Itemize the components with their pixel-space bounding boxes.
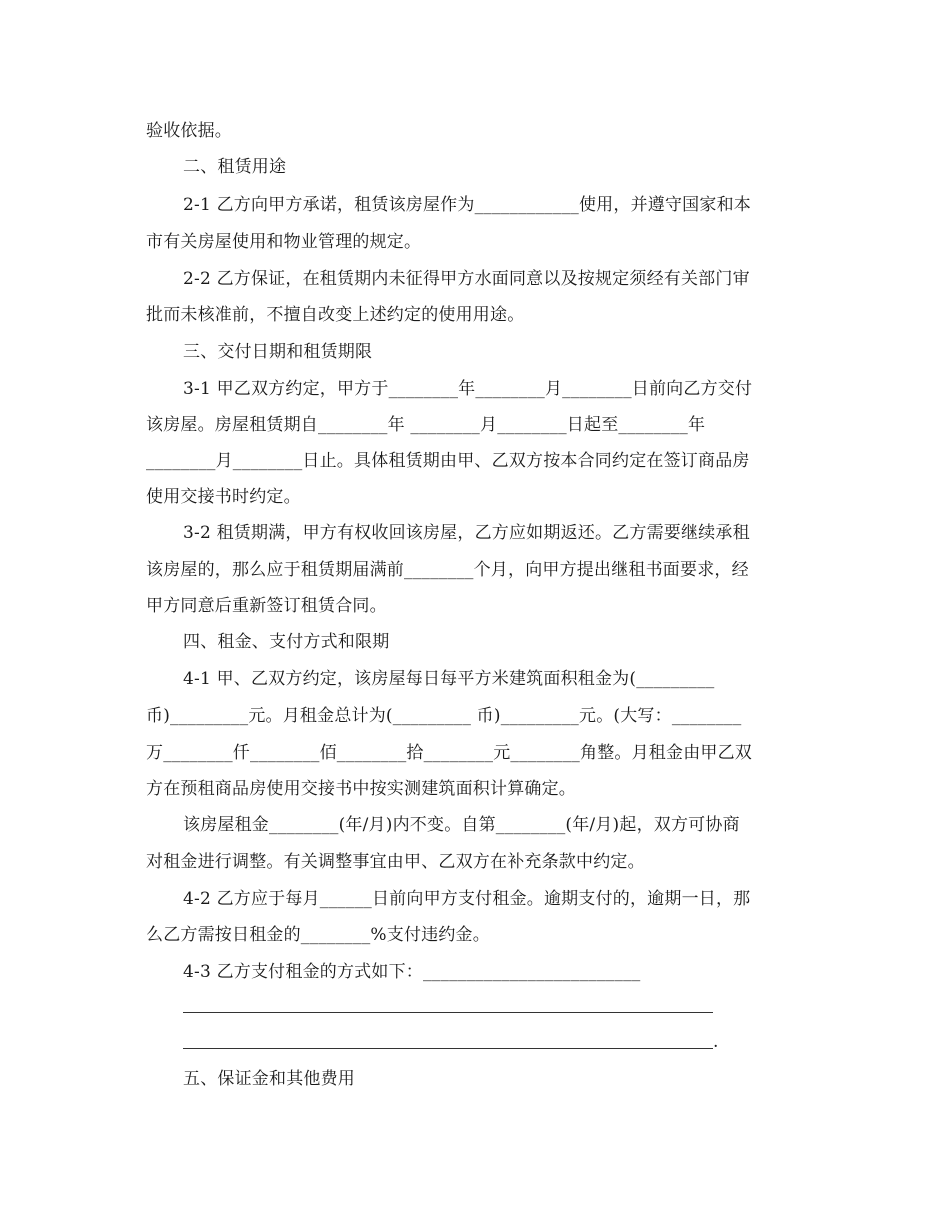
section-heading: 四、租金、支付方式和限期	[183, 632, 390, 652]
section-heading: 二、租赁用途	[183, 157, 287, 177]
text-line: 甲方同意后重新签订租赁合同。	[146, 596, 387, 616]
text-line: 万________仟________佰________拾________元________角整。月租金由甲乙双	[146, 743, 752, 763]
text-line: 3-2 租赁期满，甲方有权收回该房屋，乙方应如期返还。乙方需要继续承租	[183, 523, 750, 543]
text-line: 2-2 乙方保证，在租赁期内未征得甲方水面同意以及按规定须经有关部门审	[183, 269, 750, 289]
fill-in-blank-line	[183, 1012, 713, 1013]
fill-in-blank-line	[183, 1048, 713, 1049]
text-line: 该房屋的，那么应于租赁期届满前________个月，向甲方提出继租书面要求，经	[146, 560, 749, 580]
text-line: 4-2 乙方应于每月______日前向甲方支付租金。逾期支付的，逾期一日，那	[183, 889, 751, 909]
section-heading: 三、交付日期和租赁期限	[183, 342, 373, 362]
text-line: 3-1 甲乙双方约定，甲方于________年________月________日前向乙方交付	[183, 379, 753, 399]
text-line: ________月________日止。具体租赁期由甲、乙双方按本合同约定在签订商品房	[146, 451, 750, 471]
text-line: 4-3 乙方支付租金的方式如下：_________________________	[183, 962, 641, 982]
text-line: 对租金进行调整。有关调整事宜由甲、乙双方在补充条款中约定。	[146, 852, 645, 872]
text-line: 么乙方需按日租金的________%支付违约金。	[146, 925, 490, 945]
text-line: 该房屋。房屋租赁期自________年 ________月________日起至________年	[146, 415, 706, 435]
text-line: 2-1 乙方向甲方承诺，租赁该房屋作为____________使用，并遵守国家和本	[183, 195, 751, 215]
text-line: 批而未核准前，不擅自改变上述约定的使用用途。	[146, 305, 525, 325]
line-end-period: .	[713, 1032, 719, 1052]
text-line: 使用交接书时约定。	[146, 487, 301, 507]
text-line: 验收依据。	[146, 121, 232, 141]
text-line: 币)_________元。月租金总计为(_________ 币)_________元。(大写：________	[146, 706, 742, 726]
text-line: 4-1 甲、乙双方约定，该房屋每日每平方米建筑面积租金为(_________	[183, 669, 715, 689]
text-line: 该房屋租金________(年/月)内不变。自第________(年/月)起，双方可协商	[183, 815, 740, 835]
text-line: 方在预租商品房使用交接书中按实测建筑面积计算确定。	[146, 779, 576, 799]
text-line: 市有关房屋使用和物业管理的规定。	[146, 232, 422, 252]
section-heading: 五、保证金和其他费用	[183, 1069, 355, 1089]
